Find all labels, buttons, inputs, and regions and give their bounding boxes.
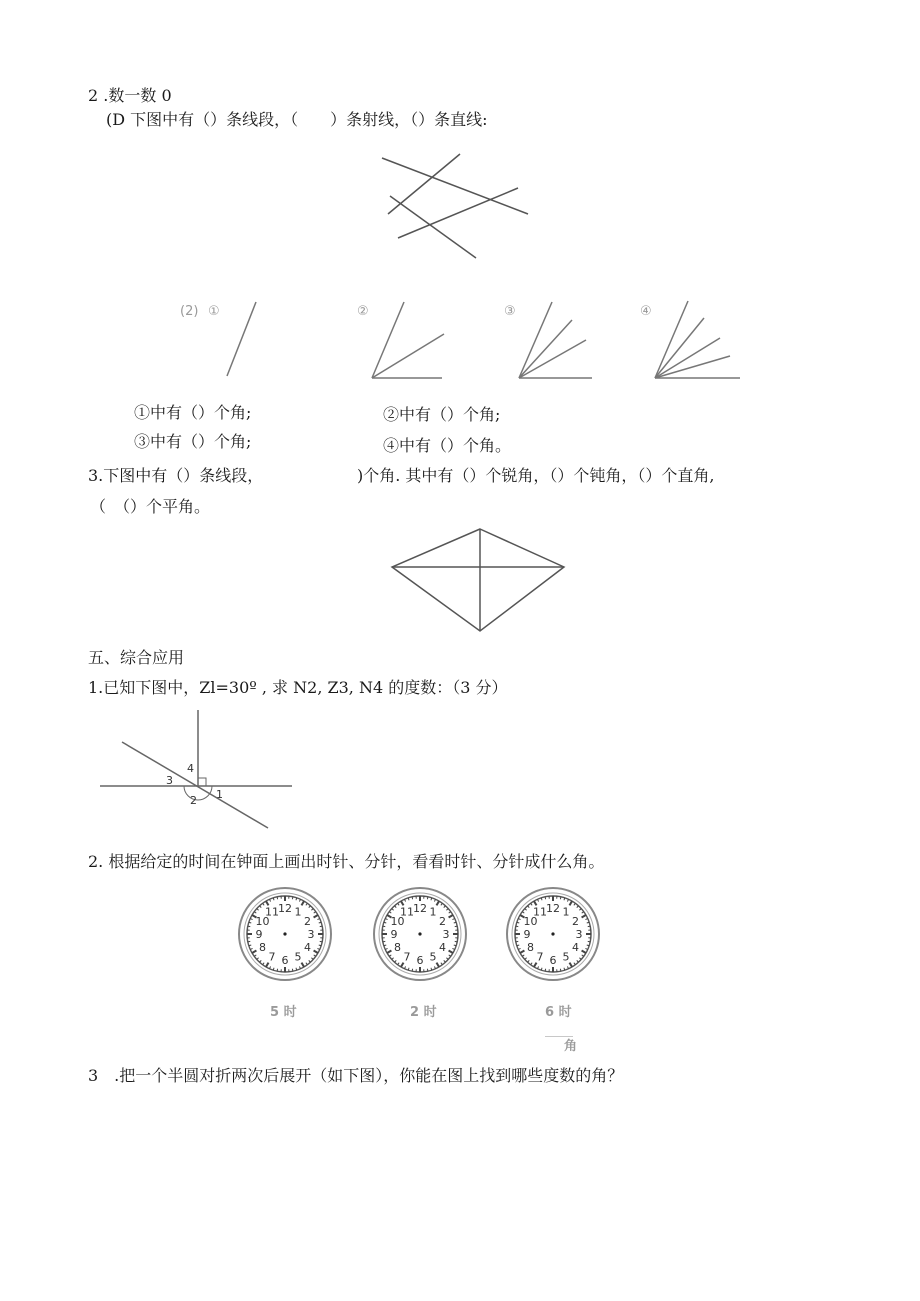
kite-outline: [392, 529, 564, 631]
clock-tick: [427, 969, 428, 971]
clock-number: 5: [429, 950, 437, 964]
angle-figure-2: [368, 300, 448, 382]
clock-number: 5: [562, 950, 570, 964]
clock-number: 4: [572, 941, 580, 954]
clock-number: 1: [429, 905, 437, 919]
angle-label-4: 4: [187, 762, 194, 775]
clock-number: 10: [255, 915, 270, 928]
clock-number: 6: [281, 954, 289, 967]
fig-label-3: ③: [504, 304, 516, 319]
clock-number: 2: [572, 915, 580, 928]
clock-number: 6: [416, 954, 424, 967]
clock-tick: [545, 969, 546, 971]
clock-face-1[interactable]: [237, 886, 333, 982]
answer-3: ③中有（）个角;: [134, 432, 252, 451]
clock-tick: [383, 941, 385, 942]
q3-line1-a: 3.下图中有（）条线段，: [88, 466, 264, 485]
fig-label-2: ②: [357, 304, 369, 319]
clock-number: 5: [294, 950, 302, 964]
angle-label-2: 2: [190, 794, 197, 807]
right-angle-mark: [198, 778, 206, 786]
q2-part1-text: (D 下图中有（）条线段，（ ）条射线，（）条直线:: [106, 110, 488, 129]
q2-title: 2 .数一数 0: [88, 86, 172, 105]
q3-line2: （ （）个平角。: [90, 497, 211, 516]
clock-number: 4: [304, 941, 312, 954]
clock-center-dot: [551, 932, 554, 935]
section5-p3-text: 3 .把一个半圆对折两次后展开（如下图），你能在图上找到哪些度数的角？: [88, 1066, 624, 1085]
line-d: [390, 196, 476, 258]
clock-number: 3: [307, 928, 315, 941]
clock-number: 8: [526, 941, 534, 954]
ray-3c: [519, 340, 586, 378]
clock-center-dot: [283, 932, 286, 935]
clock-center-dot: [418, 932, 421, 935]
clock-number: 6: [549, 954, 557, 967]
clock-tick: [516, 926, 518, 927]
angle-figure-4: [652, 298, 744, 382]
ray-3b: [519, 320, 572, 378]
clock-tick: [560, 969, 561, 971]
clock-tick: [277, 969, 278, 971]
clock-number: 3: [442, 928, 450, 941]
clock-number: 7: [536, 950, 544, 964]
clock-time-2: 2 时: [410, 1005, 437, 1020]
clock-time-3: 6 时: [545, 1005, 572, 1020]
ray-4a: [655, 301, 688, 378]
clock-tick: [412, 897, 413, 899]
clock-number: 4: [439, 941, 447, 954]
ray-3a: [519, 302, 552, 378]
clock-number: 9: [255, 928, 263, 941]
ray-4d: [655, 356, 730, 378]
clock-number: 11: [533, 905, 547, 919]
q2-part2-prefix: (2): [180, 304, 199, 319]
clock-number: 2: [439, 915, 447, 928]
clock-tick: [412, 969, 413, 971]
clock-number: 12: [278, 902, 292, 915]
clock-number: 10: [390, 915, 405, 928]
clock-time-1: 5 时: [270, 1005, 297, 1020]
ray-2a: [372, 302, 404, 378]
crossing-lines-figure: [380, 150, 530, 262]
clock-number: 11: [400, 905, 414, 919]
clock-tick: [560, 897, 561, 899]
clock-number: 7: [403, 950, 411, 964]
angle-label-3: 3: [166, 774, 173, 787]
clock-tick: [427, 897, 428, 899]
clock-tick: [320, 926, 322, 927]
angle-lines-figure: [98, 708, 294, 832]
clock-number: 12: [546, 902, 560, 915]
clock-number: 3: [575, 928, 583, 941]
clock-tick: [292, 969, 293, 971]
clock-face-3[interactable]: [505, 886, 601, 982]
kite-figure: [388, 525, 568, 635]
clock-number: 9: [390, 928, 398, 941]
clock-number: 8: [393, 941, 401, 954]
clock-number: 8: [258, 941, 266, 954]
clock-tick: [277, 897, 278, 899]
ray-1: [227, 302, 256, 376]
answer-1: ①中有（）个角;: [134, 403, 252, 422]
clock-number: 1: [294, 905, 302, 919]
answer-4: ④中有（）个角。: [383, 436, 512, 455]
clock-tick: [455, 941, 457, 942]
fig-label-4: ④: [640, 304, 652, 319]
angle-figure-1: [222, 300, 262, 380]
clock-number: 12: [413, 902, 427, 915]
clock-tick: [320, 941, 322, 942]
ray-4c: [655, 338, 720, 378]
clock-tick: [545, 897, 546, 899]
line-c: [398, 188, 518, 238]
clock-tick: [588, 941, 590, 942]
angle-figure-3: [516, 300, 596, 382]
clock-number: 11: [265, 905, 279, 919]
section5-title: 五、综合应用: [88, 648, 185, 667]
section5-p2-text: 2. 根据给定的时间在钟面上画出时针、分针，看看时针、分针成什么角。: [88, 852, 605, 871]
clock-number: 10: [523, 915, 538, 928]
clock-angle-blank: 角: [564, 1039, 578, 1054]
fig-label-1: ①: [208, 304, 220, 319]
clock-tick: [248, 941, 250, 942]
q3-line1-b: )个角. 其中有（）个锐角，（）个钝角，（）个直角,: [357, 466, 715, 485]
angle-label-1: 1: [216, 788, 223, 801]
answer-underline: [545, 1036, 573, 1037]
clock-tick: [292, 897, 293, 899]
clock-face-2[interactable]: [372, 886, 468, 982]
section5-p1-text: 1.已知下图中，Zl=30º , 求 N2, Z3, N4 的度数：（3 分）: [88, 678, 508, 697]
oblique-line: [122, 742, 268, 828]
clock-tick: [248, 926, 250, 927]
clock-number: 7: [268, 950, 276, 964]
clock-number: 1: [562, 905, 570, 919]
ray-2b: [372, 334, 444, 378]
clock-tick: [588, 926, 590, 927]
clock-tick: [516, 941, 518, 942]
ray-4b: [655, 318, 704, 378]
clock-number: 9: [523, 928, 531, 941]
clock-tick: [383, 926, 385, 927]
clock-tick: [455, 926, 457, 927]
clock-number: 2: [304, 915, 312, 928]
answer-2: ②中有（）个角;: [383, 405, 501, 424]
